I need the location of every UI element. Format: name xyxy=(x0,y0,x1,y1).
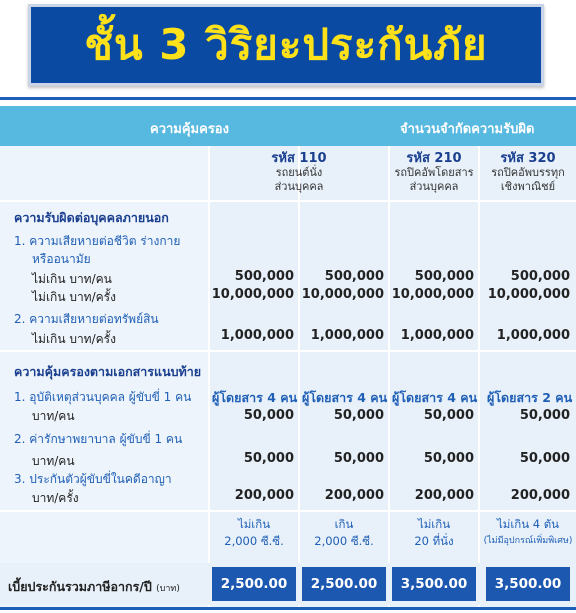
bottom-rule xyxy=(0,607,576,610)
property-value: 1,000,000 xyxy=(496,328,570,343)
time-value: 10,000,000 xyxy=(211,287,294,302)
top-rule xyxy=(0,97,576,100)
section2-title: ความคุ้มครองตามเอกสารแนบท้าย xyxy=(14,364,202,379)
code-210-header xyxy=(390,152,478,194)
bail-value: 200,000 xyxy=(234,488,294,503)
limit-line2: 2,000 ซี.ซี. xyxy=(314,534,374,548)
passengers-label: ผู้โดยสาร 4 คน xyxy=(212,390,298,405)
time-value: 10,000,000 xyxy=(391,287,474,302)
limit-line1: ไม่เกิน 4 ตัน xyxy=(496,517,560,531)
limit-line1: เกิน xyxy=(334,517,354,531)
row-divider xyxy=(0,200,576,202)
bail-value: 200,000 xyxy=(510,488,570,503)
premium-price: 3,500.00 xyxy=(486,567,570,601)
code-210-line2: ส่วนบุคคล xyxy=(409,180,459,193)
time-value: 10,000,000 xyxy=(487,287,570,302)
code-110-line1: รถยนต์นั่ง xyxy=(275,166,323,179)
passengers-label: ผู้โดยสาร 4 คน xyxy=(392,390,478,405)
premium-unit: (บาท) xyxy=(156,584,180,594)
bail-value: 200,000 xyxy=(324,488,384,503)
medical-value: 50,000 xyxy=(519,451,570,466)
section2-item1: 1. อุบัติเหตุส่วนบุคคล ผู้ขับขี่ 1 คน xyxy=(14,390,192,404)
code-110-header xyxy=(210,152,388,194)
section1-item1a: 1. ความเสียหายต่อชีวิต ร่างกาย xyxy=(14,234,181,248)
section2-item2: 2. ค่ารักษาพยาบาล ผู้ขับขี่ 1 คน xyxy=(14,432,183,446)
person-value: 500,000 xyxy=(324,269,384,284)
property-value: 1,000,000 xyxy=(220,328,294,343)
limit-line1: ไม่เกิน xyxy=(417,517,451,531)
person-value: 500,000 xyxy=(234,269,294,284)
limit-line2: (ไม่มีอุปกรณ์เพิ่มพิเศษ) xyxy=(483,536,573,546)
time-value: 10,000,000 xyxy=(301,287,384,302)
code-210: รหัส 210 xyxy=(406,151,462,166)
accident-value: 50,000 xyxy=(333,408,384,423)
person-value: 500,000 xyxy=(510,269,570,284)
passengers-label: ผู้โดยสาร 2 คน xyxy=(487,390,573,405)
code-110-line2: ส่วนบุคคล xyxy=(274,180,324,193)
medical-value: 50,000 xyxy=(333,451,384,466)
limit-cell xyxy=(390,516,478,550)
accident-value: 50,000 xyxy=(423,408,474,423)
section1-item1b: หรืออนามัย xyxy=(32,252,91,266)
accident-value: 50,000 xyxy=(243,408,294,423)
premium-label xyxy=(8,577,180,597)
code-320-line1: รถปิคอัพบรรทุก xyxy=(491,166,565,179)
code-320-line2: เชิงพาณิชย์ xyxy=(500,180,556,193)
section2-unit1: บาท/คน xyxy=(32,409,75,423)
medical-value: 50,000 xyxy=(423,451,474,466)
row-per-time: ไม่เกิน บาท/ครั้ง xyxy=(32,290,116,304)
person-value: 500,000 xyxy=(414,269,474,284)
banner-title: ชั้น 3 วิริยะประกันภัย xyxy=(84,20,488,69)
premium-label-text: เบี้ยประกันรวมภาษีอากร/ปี xyxy=(8,579,152,594)
premium-price: 2,500.00 xyxy=(302,567,386,601)
passengers-label: ผู้โดยสาร 4 คน xyxy=(302,390,388,405)
limit-cell xyxy=(480,516,576,550)
bail-value: 200,000 xyxy=(414,488,474,503)
limit-line1: ไม่เกิน xyxy=(237,517,271,531)
row-per-time-property: ไม่เกิน บาท/ครั้ง xyxy=(32,332,116,346)
section2-unit3: บาท/ครั้ง xyxy=(32,491,79,505)
code-210-line1: รถปิคอัพโดยสาร xyxy=(394,166,474,179)
limits-header: จำนวนจำกัดความรับผิด xyxy=(400,122,535,137)
limit-line2: 20 ที่นั่ง xyxy=(414,534,454,548)
row-divider xyxy=(0,350,576,352)
accident-value: 50,000 xyxy=(519,408,570,423)
row-per-person: ไม่เกิน บาท/คน xyxy=(32,272,112,286)
premium-price: 3,500.00 xyxy=(392,567,476,601)
code-320-header xyxy=(480,152,576,194)
section1-item2: 2. ความเสียหายต่อทรัพย์สิน xyxy=(14,312,159,326)
title-banner xyxy=(28,4,544,86)
limit-line2: 2,000 ซี.ซี. xyxy=(224,534,284,548)
coverage-header: ความคุ้มครอง xyxy=(150,122,229,137)
row-divider xyxy=(0,510,576,512)
table-header xyxy=(0,106,576,146)
section2-item3: 3. ประกันตัวผู้ขับขี่ในคดีอาญา xyxy=(14,472,172,486)
limit-cell xyxy=(210,516,298,550)
property-value: 1,000,000 xyxy=(310,328,384,343)
code-110: รหัส 110 xyxy=(271,151,327,166)
code-320: รหัส 320 xyxy=(500,151,556,166)
premium-price: 2,500.00 xyxy=(212,567,296,601)
property-value: 1,000,000 xyxy=(400,328,474,343)
section2-unit2: บาท/คน xyxy=(32,454,75,468)
medical-value: 50,000 xyxy=(243,451,294,466)
section1-title: ความรับผิดต่อบุคคลภายนอก xyxy=(14,210,169,225)
limit-cell xyxy=(300,516,388,550)
